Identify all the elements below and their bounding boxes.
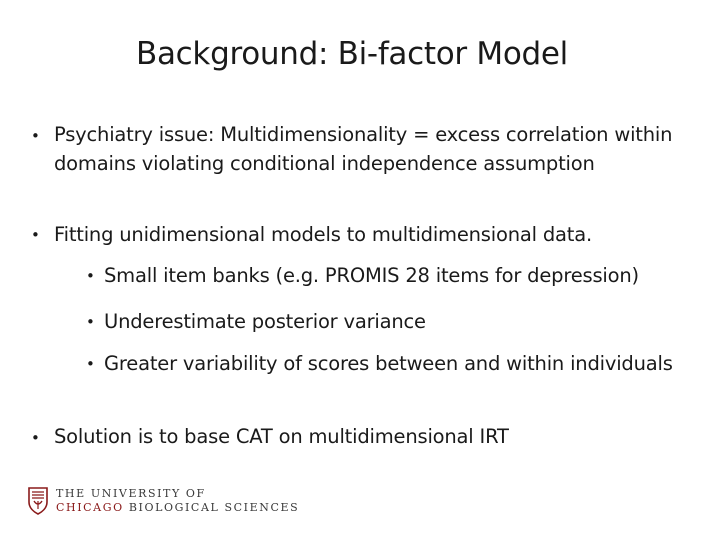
logo-line2 [56, 501, 299, 515]
bullet-text: Small item banks (e.g. PROMIS 28 items for depression) [104, 264, 639, 287]
bullet-dot: • [31, 429, 40, 447]
bullet-text: Fitting unidimensional models to multidimensional data. [54, 223, 592, 246]
bullet-dot: • [86, 267, 95, 285]
bullet-dot: • [31, 127, 40, 145]
university-logo [28, 487, 300, 517]
bullet-text: Underestimate posterior variance [104, 310, 426, 333]
bullet-text: Psychiatry issue: Multidimensionality = excess correlation within domains violating conditional independence assumption [54, 123, 673, 175]
bullet-text: Greater variability of scores between and within individuals [104, 352, 673, 375]
bullet-dot: • [86, 355, 95, 373]
logo-chicago: CHICAGO [56, 501, 124, 514]
bullet-text: Solution is to base CAT on multidimensional IRT [54, 425, 509, 448]
logo-wordmark [56, 487, 299, 515]
university-crest-icon [28, 487, 48, 515]
logo-line1: THE UNIVERSITY OF [56, 487, 206, 500]
bullet-dot: • [86, 313, 95, 331]
bullet-dot: • [31, 226, 40, 244]
slide-title: Background: Bi-factor Model [136, 36, 568, 72]
logo-biological-sciences: BIOLOGICAL SCIENCES [123, 501, 300, 514]
